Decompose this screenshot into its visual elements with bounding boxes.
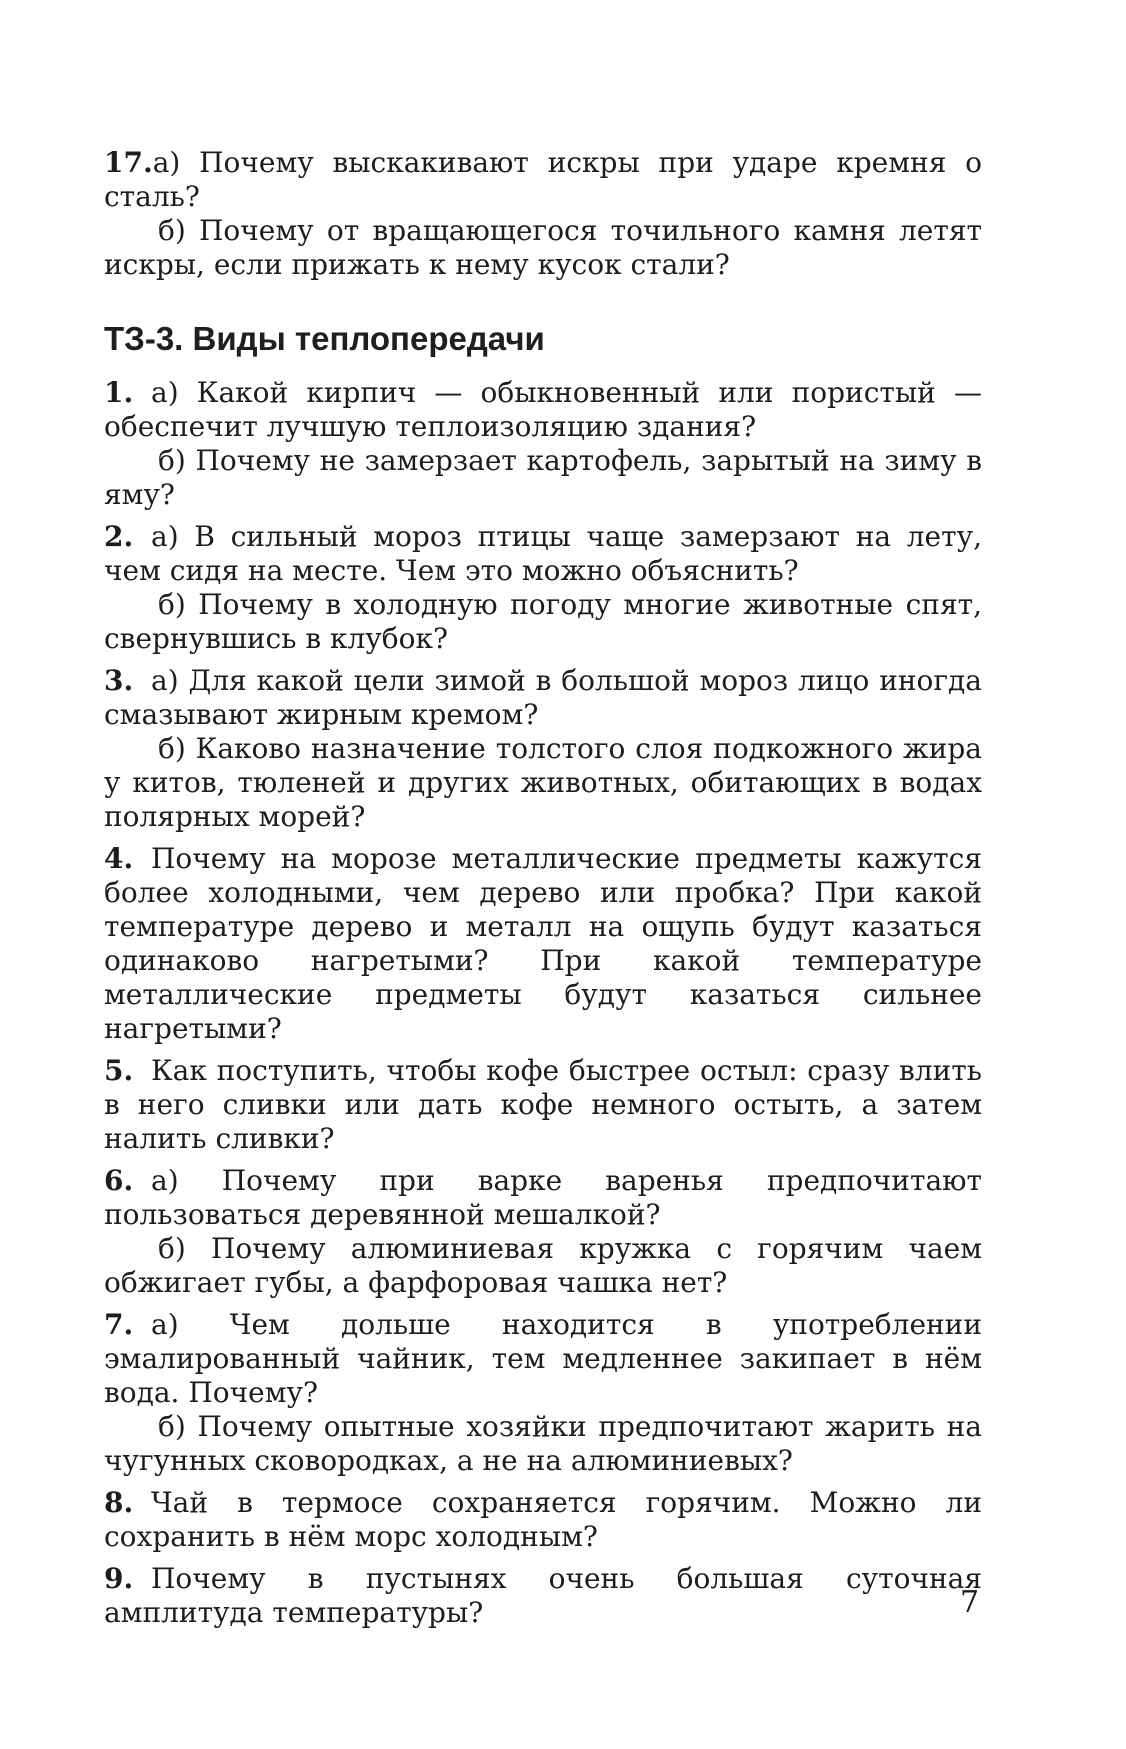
- question-item: [104, 664, 982, 834]
- question-paragraph-sub: [104, 1410, 982, 1478]
- question-text: б) Почему в холодную погоду многие животные спят, свернувшись в клубок?: [104, 588, 982, 655]
- question-paragraph-sub: [104, 1232, 982, 1300]
- page-content: [104, 146, 982, 1630]
- question-paragraph-first: [104, 664, 982, 732]
- question-paragraph-sub: [104, 214, 982, 282]
- question-number: 1.: [104, 376, 134, 409]
- question-paragraph-first: [104, 1164, 982, 1232]
- question-number: 4.: [104, 842, 134, 875]
- question-list: [104, 376, 982, 1630]
- question-number: 2.: [104, 520, 134, 553]
- question-item: [104, 520, 982, 656]
- question-item: [104, 1054, 982, 1156]
- question-item: [104, 1164, 982, 1300]
- question-item: [104, 1562, 982, 1630]
- question-text: б) Почему не замерзает картофель, зарытый на зиму в яму?: [104, 444, 982, 511]
- question-text: б) Почему от вращающегося точильного камня летят искры, если прижать к нему кусок стали?: [104, 214, 982, 281]
- question-paragraph-first: [104, 1308, 982, 1410]
- question-text: а) Почему выскакивают искры при ударе кремня о сталь?: [104, 146, 982, 213]
- question-paragraph-sub: [104, 444, 982, 512]
- question-number: 3.: [104, 664, 134, 697]
- question-number: 9.: [104, 1562, 134, 1595]
- question-text: а) В сильный мороз птицы чаще замерзают на лету, чем сидя на месте. Чем это можно объяснить?: [104, 520, 982, 587]
- question-text: б) Почему алюминиевая кружка с горячим чаем обжигает губы, а фарфоровая чашка нет?: [104, 1232, 982, 1299]
- question-text: Почему в пустынях очень большая суточная амплитуда температуры?: [104, 1562, 982, 1629]
- question-number: 6.: [104, 1164, 134, 1197]
- question-paragraph-first: [104, 1562, 982, 1630]
- question-item: [104, 1486, 982, 1554]
- section-heading: ТЗ-3. Виды теплопередачи: [104, 320, 545, 357]
- question-text: а) Для какой цели зимой в большой мороз лицо иногда смазывают жирным кремом?: [104, 664, 982, 731]
- question-number: 17.: [104, 146, 153, 179]
- page-number: 7: [960, 1585, 980, 1620]
- question-number: 8.: [104, 1486, 134, 1519]
- question-paragraph-first: [104, 1054, 982, 1156]
- question-text: б) Каково назначение толстого слоя подкожного жира у китов, тюленей и других животных, обитающих в водах полярных морей?: [104, 732, 982, 833]
- question-paragraph-first: [104, 1486, 982, 1554]
- question-text: а) Почему при варке варенья предпочитают пользоваться деревянной мешалкой?: [104, 1164, 982, 1231]
- question-text: а) Какой кирпич — обыкновенный или пористый — обеспечит лучшую теплоизоляцию здания?: [104, 376, 982, 443]
- question-text: б) Почему опытные хозяйки предпочитают жарить на чугунных сковородках, а не на алюминиевых?: [104, 1410, 982, 1477]
- question-text: Как поступить, чтобы кофе быстрее остыл: сразу влить в него сливки или дать кофе немного остыть, а затем налить сливки?: [104, 1054, 982, 1155]
- question-text: Почему на морозе металлические предметы кажутся более холодными, чем дерево или пробка? При какой температуре дерево и металл на ощупь будут казаться одинаково нагретыми? При какой температуре металлические предметы будут казаться сильнее нагретыми?: [104, 842, 982, 1045]
- question-list-top: [104, 146, 982, 282]
- question-paragraph-sub: [104, 588, 982, 656]
- question-number: 5.: [104, 1054, 134, 1087]
- question-number: 7.: [104, 1308, 134, 1341]
- question-paragraph-first: [104, 146, 982, 214]
- question-item: [104, 1308, 982, 1478]
- question-paragraph-first: [104, 376, 982, 444]
- question-paragraph-first: [104, 520, 982, 588]
- question-text: Чай в термосе сохраняется горячим. Можно ли сохранить в нём морс холодным?: [104, 1486, 982, 1553]
- question-item: [104, 376, 982, 512]
- question-paragraph-sub: [104, 732, 982, 834]
- question-paragraph-first: [104, 842, 982, 1046]
- question-item: [104, 842, 982, 1046]
- question-text: а) Чем дольше находится в употреблении эмалированный чайник, тем медленнее закипает в нём вода. Почему?: [104, 1308, 982, 1409]
- question-item: [104, 146, 982, 282]
